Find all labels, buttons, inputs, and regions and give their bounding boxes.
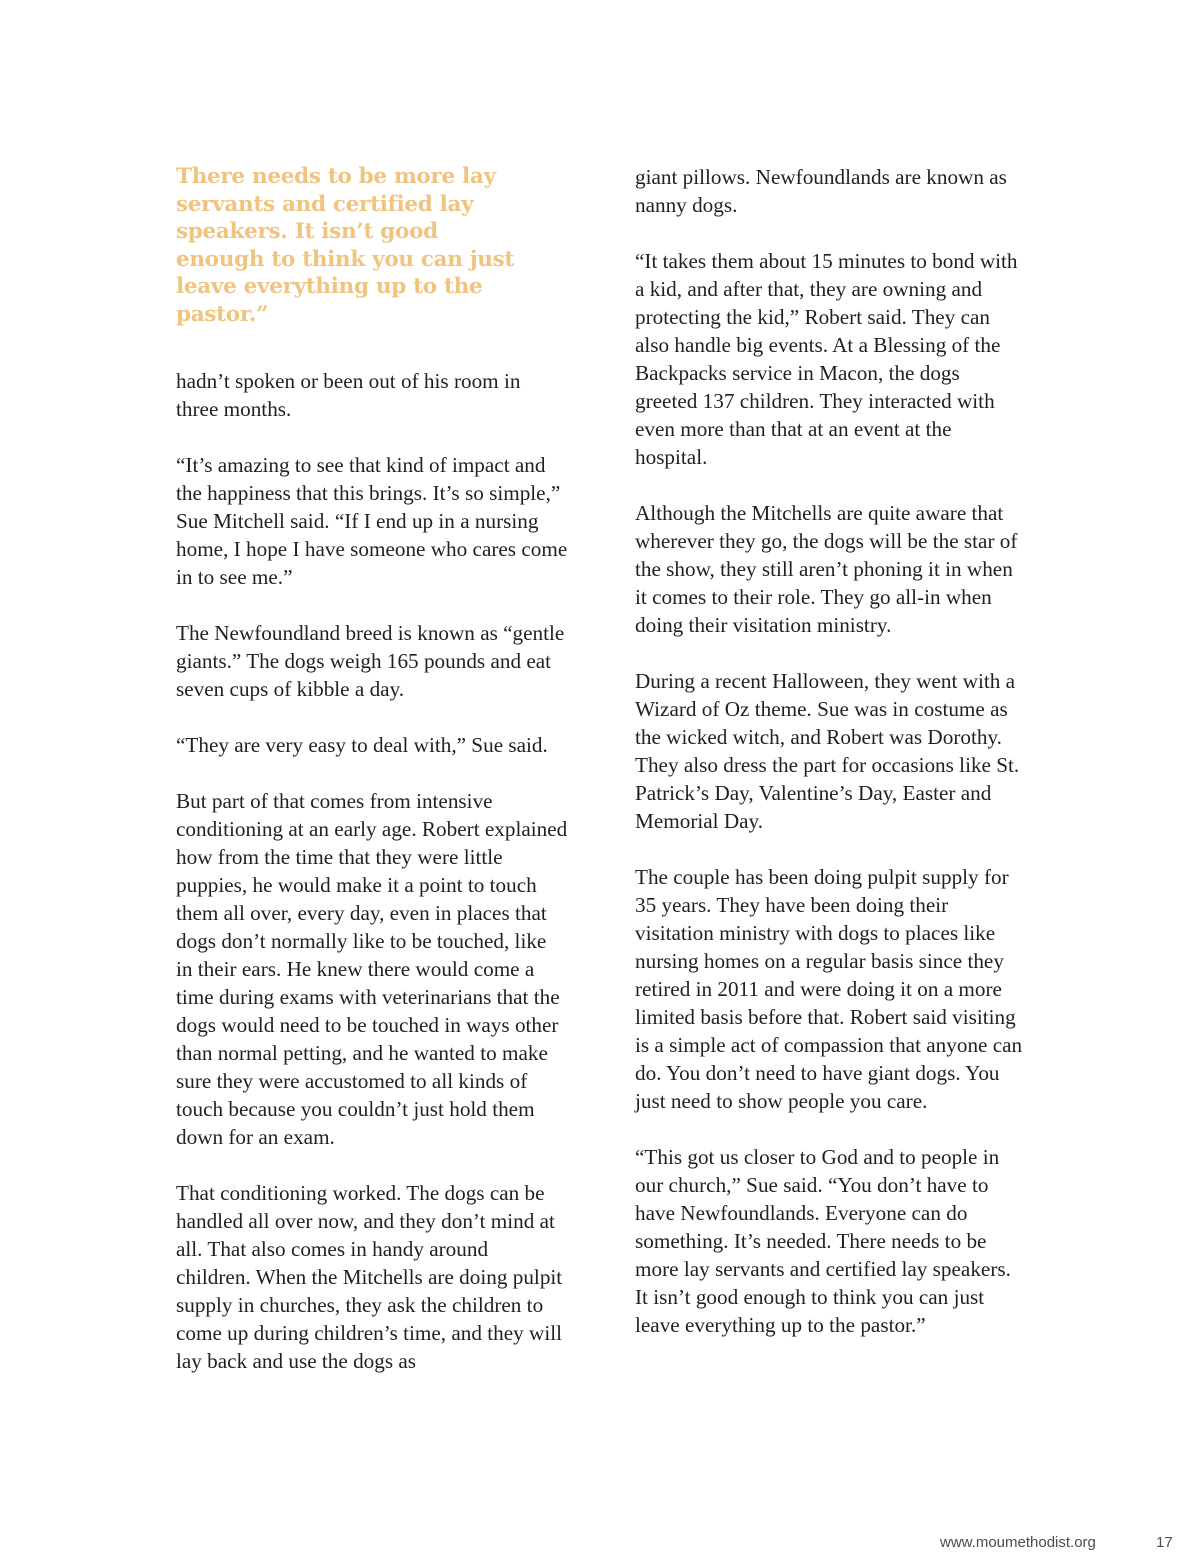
body-paragraph: “This got us closer to God and to people in our church,” Sue said. “You don’t have to have Newfoundlands. Everyone can do something. It’s needed. There needs to be more lay servants and certified lay speakers. It isn’t good enough to think you can just leave everything up to the pastor.” [635, 1145, 1011, 1337]
pull-quote: There needs to be more lay servants and certified lay speakers. It isn’t good enough to think you can just leave everything up to the pastor.” [176, 164, 515, 327]
body-paragraph: The couple has been doing pulpit supply for 35 years. They have been doing their visitation ministry with dogs to places like nursing homes on a regular basis since they retired in 2011 and were doing it on a more limited basis before that. Robert said visiting is a simple act of compassion that anyone can do. You don’t need to have giant dogs. You just need to show people you care. [635, 865, 1023, 1113]
right-column [635, 163, 1027, 1367]
body-paragraph: giant pillows. Newfoundlands are known as nanny dogs. [635, 165, 1007, 217]
body-paragraph: That conditioning worked. The dogs can be handled all over now, and they don’t mind at all. That also comes in handy around children. When the Mitchells are doing pulpit supply in churches, they ask the children to come up during children’s time, and they will lay back and use the dogs as [176, 1181, 563, 1373]
body-paragraph: “It’s amazing to see that kind of impact and the happiness that this brings. It’s so simple,” Sue Mitchell said. “If I end up in a nursing home, I hope I have someone who cares come in to see me.” [176, 453, 568, 589]
body-paragraph: Although the Mitchells are quite aware that wherever they go, the dogs will be the star of the show, they still aren’t phoning it in when it comes to their role. They go all-in when doing their visitation ministry. [635, 501, 1018, 637]
body-paragraph: “It takes them about 15 minutes to bond with a kid, and after that, they are owning and protecting the kid,” Robert said. They can also handle big events. At a Blessing of the Backpacks service in Macon, the dogs greeted 137 children. They interacted with even more than that at an event at the hospital. [635, 249, 1018, 469]
body-paragraph: But part of that comes from intensive conditioning at an early age. Robert explained how from the time that they were little puppies, he would make it a point to touch them all over, every day, even in places that dogs don’t normally like to be touched, like in their ears. He knew there would come a time during exams with veterinarians that the dogs would need to be touched in ways other than normal petting, and he wanted to make sure they were accustomed to all kinds of touch because you couldn’t just hold them down for an exam. [176, 789, 568, 1149]
body-paragraph: During a recent Halloween, they went with a Wizard of Oz theme. Sue was in costume as the wicked witch, and Robert was Dorothy. They also dress the part for occasions like St. Patrick’s Day, Valentine’s Day, Easter and Memorial Day. [635, 669, 1020, 833]
footer-website-link[interactable]: www.moumethodist.org [940, 1534, 1096, 1551]
body-paragraph: The Newfoundland breed is known as “gentle giants.” The dogs weigh 165 pounds and eat seven cups of kibble a day. [176, 621, 565, 701]
page-number: 17 [1156, 1534, 1173, 1551]
body-paragraph: hadn’t spoken or been out of his room in three months. [176, 369, 521, 421]
left-column [176, 163, 568, 1403]
body-paragraph: “They are very easy to deal with,” Sue said. [176, 733, 548, 757]
